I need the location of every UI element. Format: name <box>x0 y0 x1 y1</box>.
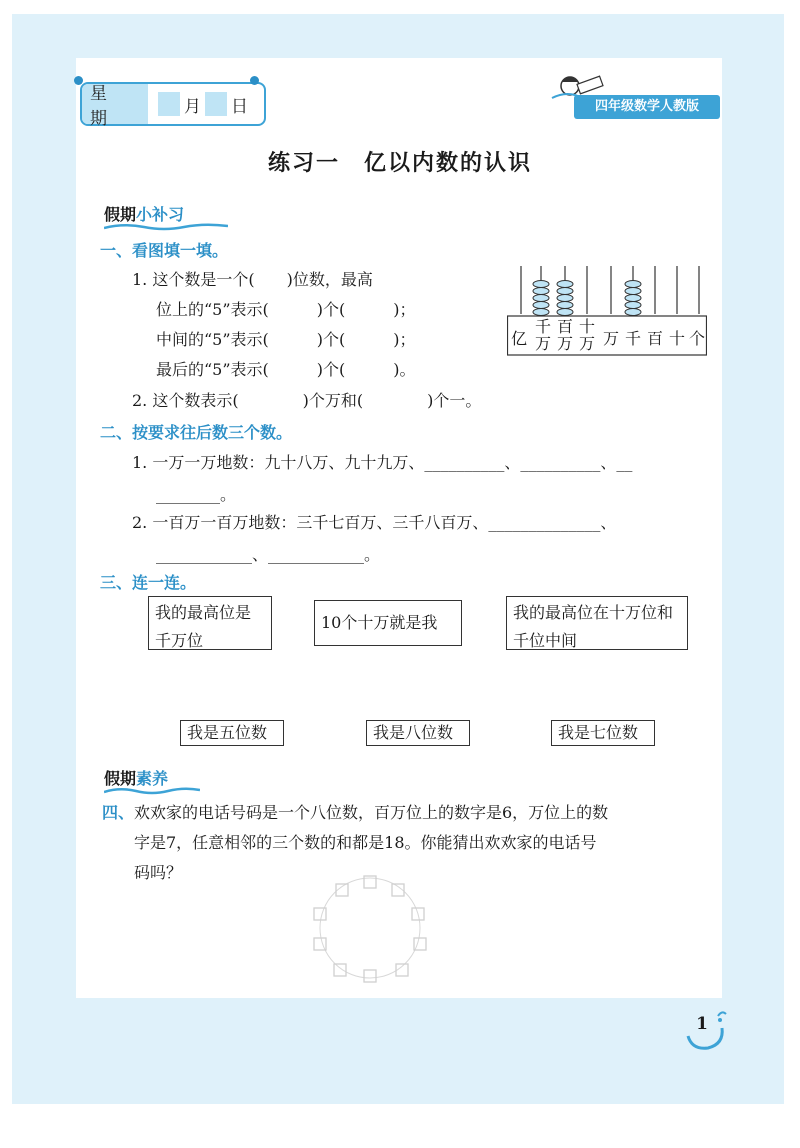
abacus-label-baiwan: 百万 <box>557 317 574 353</box>
abacus-label-shi: 十 <box>669 329 686 348</box>
section3-heading: 三、连一连。 <box>100 573 197 592</box>
weekday-area <box>82 84 148 129</box>
s2-q2-line2: ____________、____________。 <box>156 545 381 564</box>
literacy-badge <box>104 764 168 790</box>
day-label: 日 <box>231 96 248 117</box>
date-area <box>148 92 248 117</box>
day-blank[interactable] <box>205 92 227 116</box>
section2-heading: 二、按要求往后数三个数。 <box>100 423 293 442</box>
q1-line2: 位上的“5”表示( )个( )； <box>156 300 416 319</box>
match-box-bottom-1[interactable]: 我是五位数 <box>180 720 284 746</box>
q1-line3: 中间的“5”表示( )个( )； <box>156 330 416 349</box>
abacus-label-qian: 千 <box>625 329 642 348</box>
pin-icon <box>74 76 83 85</box>
q1-line1: 1. 这个数是一个( )位数，最高 <box>132 270 373 289</box>
match-box-bottom-3[interactable]: 我是七位数 <box>551 720 655 746</box>
abacus-label-yi: 亿 <box>511 329 528 348</box>
weekday-blank[interactable] <box>127 92 148 116</box>
abacus-labels <box>509 318 705 354</box>
badge-suffix: 素养 <box>136 768 169 788</box>
abacus-figure <box>507 262 707 356</box>
match-box-top-1[interactable]: 我的最高位是千万位 <box>148 596 272 650</box>
month-blank[interactable] <box>158 92 180 116</box>
match-box-top-2[interactable]: 10个十万就是我 <box>314 600 462 646</box>
weekday-label: 星期 <box>90 84 107 129</box>
abacus-label-wan: 万 <box>603 329 620 348</box>
section4-number: 四、 <box>102 803 135 822</box>
abacus-label-qianwan: 千万 <box>535 317 552 353</box>
s2-q2-line1: 2. 一百万一百万地数：三千七百万、三千八百万、______________、 <box>132 513 617 532</box>
bottom-band <box>12 998 784 1104</box>
section1-heading: 一、看图填一填。 <box>100 241 229 260</box>
badge-prefix: 假期 <box>104 768 137 788</box>
month-label: 月 <box>184 96 201 117</box>
s4-line1: 欢欢家的电话号码是一个八位数，百万位上的数字是6，万位上的数 <box>134 803 609 822</box>
abacus-label-shiwan: 十万 <box>579 317 596 353</box>
s4-line3: 码吗？ <box>134 863 183 882</box>
wave-underline-icon <box>104 787 200 795</box>
badge-prefix: 假期 <box>104 204 137 224</box>
s2-q1-line1: 1. 一万一万地数：九十八万、九十九万、__________、__________、__ <box>132 453 633 472</box>
match-box-bottom-2[interactable]: 我是八位数 <box>366 720 470 746</box>
abacus-label-ge: 个 <box>689 329 706 348</box>
badge-suffix: 小补习 <box>136 204 185 224</box>
match-box-top-3[interactable]: 我的最高位在十万位和千位中间 <box>506 596 688 650</box>
s2-q1-line2: ________。 <box>156 485 237 504</box>
grade-label: 四年级数学人教版 <box>574 95 720 119</box>
page-title: 练习一 亿以内数的认识 <box>267 151 532 176</box>
q1-line4: 最后的“5”表示( )个( )。 <box>156 360 416 379</box>
wave-underline-icon <box>104 223 228 231</box>
watermark-seal-icon <box>300 870 440 990</box>
q2-line: 2. 这个数表示( )个万和( )个一。 <box>132 391 482 410</box>
supplement-badge <box>104 200 184 226</box>
s4-line2: 字是7，任意相邻的三个数的和都是18。你能猜出欢欢家的电话号 <box>134 833 597 852</box>
pin-icon <box>250 76 259 85</box>
abacus-label-bai: 百 <box>647 329 664 348</box>
date-box <box>80 82 266 129</box>
page-number: 1 <box>696 1014 708 1034</box>
